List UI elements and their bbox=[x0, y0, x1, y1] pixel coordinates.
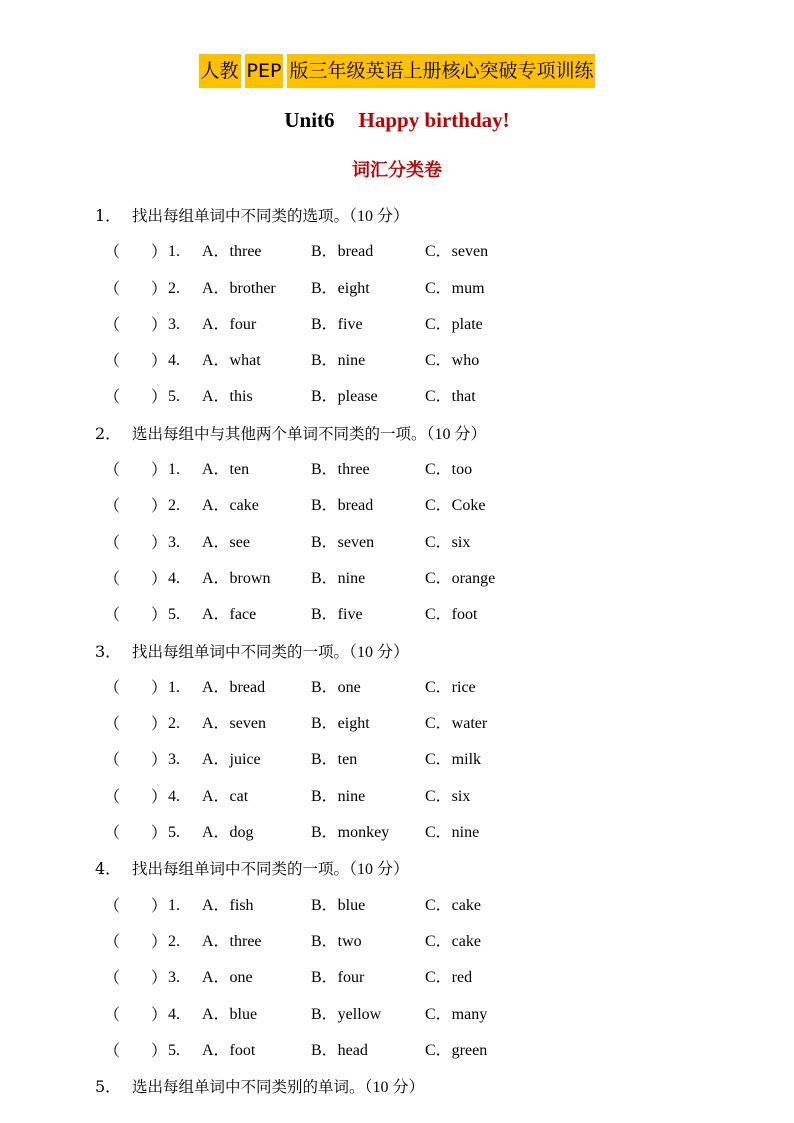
question-item bbox=[0, 924, 794, 960]
instruction-text: 选出每组单词中不同类别的单词。 bbox=[132, 1078, 365, 1097]
page-subtitle: 词汇分类卷 bbox=[352, 160, 442, 181]
answer-blank-open[interactable]: （ bbox=[104, 314, 121, 334]
option-c: C．red bbox=[425, 969, 473, 987]
answer-blank-open[interactable]: （ bbox=[104, 895, 121, 915]
answer-blank-open[interactable]: （ bbox=[104, 750, 121, 770]
answer-blank-close: ） bbox=[151, 750, 168, 770]
section-points: （10 分） bbox=[349, 208, 410, 225]
option-a: A．face bbox=[202, 606, 257, 624]
unit-title: Happy birthday! bbox=[358, 108, 510, 132]
option-b: B．nine bbox=[311, 569, 366, 587]
option-b: B．nine bbox=[311, 787, 366, 805]
option-c: C．green bbox=[425, 1041, 488, 1059]
section-number: 2． bbox=[95, 423, 122, 443]
item-number: 3. bbox=[168, 751, 180, 769]
answer-blank-close: ） bbox=[151, 532, 168, 552]
option-c: C．milk bbox=[425, 751, 482, 769]
option-c: C．rice bbox=[425, 678, 476, 696]
item-number: 1. bbox=[168, 461, 180, 479]
question-item bbox=[0, 452, 794, 488]
answer-blank-open[interactable]: （ bbox=[104, 460, 121, 480]
question-item bbox=[0, 706, 794, 742]
section-instruction bbox=[132, 851, 409, 888]
option-c: C．nine bbox=[425, 824, 480, 842]
section-number: 3． bbox=[95, 641, 122, 661]
answer-blank-open[interactable]: （ bbox=[104, 496, 121, 516]
option-a: A．one bbox=[202, 969, 253, 987]
question-item bbox=[0, 888, 794, 924]
answer-blank-close: ） bbox=[151, 931, 168, 951]
answer-blank-open[interactable]: （ bbox=[104, 823, 121, 843]
option-b: B．nine bbox=[311, 352, 366, 370]
option-b: B．bread bbox=[311, 243, 374, 261]
option-c: C．plate bbox=[425, 315, 483, 333]
answer-blank-close: ） bbox=[151, 605, 168, 625]
item-number: 4. bbox=[168, 352, 180, 370]
item-number: 5. bbox=[168, 824, 180, 842]
answer-blank-close: ） bbox=[151, 677, 168, 697]
option-a: A．what bbox=[202, 352, 261, 370]
question-section-title bbox=[0, 634, 794, 670]
answer-blank-close: ） bbox=[151, 1040, 168, 1060]
section-points: （10 分） bbox=[349, 643, 410, 661]
item-number: 1. bbox=[168, 678, 180, 696]
section-points: （10 分） bbox=[349, 861, 410, 879]
item-number: 2. bbox=[168, 279, 180, 297]
option-a: A．seven bbox=[202, 715, 266, 733]
option-b: B．four bbox=[311, 969, 365, 987]
question-item bbox=[0, 488, 794, 524]
section-instruction bbox=[132, 1069, 425, 1106]
question-item bbox=[0, 742, 794, 778]
question-item bbox=[0, 307, 794, 343]
option-b: B．five bbox=[311, 606, 363, 624]
option-c: C．cake bbox=[425, 932, 481, 950]
question-section-title bbox=[0, 1069, 794, 1105]
item-number: 2. bbox=[168, 715, 180, 733]
answer-blank-open[interactable]: （ bbox=[104, 1004, 121, 1024]
unit-number: Unit6 bbox=[284, 108, 335, 132]
question-item bbox=[0, 234, 794, 270]
option-a: A．brother bbox=[202, 279, 276, 297]
option-c: C．seven bbox=[425, 243, 489, 261]
answer-blank-close: ） bbox=[151, 387, 168, 407]
option-b: B．yellow bbox=[311, 1005, 382, 1023]
option-a: A．foot bbox=[202, 1041, 256, 1059]
document-header-banner bbox=[0, 54, 794, 88]
answer-blank-close: ） bbox=[151, 1004, 168, 1024]
item-number: 3. bbox=[168, 969, 180, 987]
answer-blank-open[interactable]: （ bbox=[104, 931, 121, 951]
option-c: C．Coke bbox=[425, 497, 486, 515]
question-item bbox=[0, 997, 794, 1033]
option-c: C．who bbox=[425, 352, 480, 370]
section-number: 4． bbox=[95, 859, 122, 879]
option-c: C．mum bbox=[425, 279, 485, 297]
item-number: 2. bbox=[168, 497, 180, 515]
answer-blank-close: ） bbox=[151, 314, 168, 334]
section-points: （10 分） bbox=[426, 425, 487, 443]
option-a: A．juice bbox=[202, 751, 261, 769]
option-b: B．three bbox=[311, 461, 370, 479]
answer-blank-close: ） bbox=[151, 714, 168, 734]
answer-blank-open[interactable]: （ bbox=[104, 278, 121, 298]
option-a: A．blue bbox=[202, 1005, 258, 1023]
question-section-title bbox=[0, 416, 794, 452]
question-item bbox=[0, 597, 794, 633]
question-item bbox=[0, 960, 794, 996]
section-points: （10 分） bbox=[364, 1079, 425, 1097]
unit-heading bbox=[0, 108, 794, 133]
option-a: A．cat bbox=[202, 787, 249, 805]
answer-blank-close: ） bbox=[151, 460, 168, 480]
question-item bbox=[0, 670, 794, 706]
section-number: 1． bbox=[95, 206, 122, 225]
answer-blank-open[interactable]: （ bbox=[104, 677, 121, 697]
item-number: 5. bbox=[168, 1041, 180, 1059]
option-a: A．three bbox=[202, 932, 262, 950]
answer-blank-close: ） bbox=[151, 496, 168, 516]
option-b: B．ten bbox=[311, 751, 358, 769]
item-number: 5. bbox=[168, 388, 180, 406]
instruction-text: 选出每组中与其他两个单词不同类的一项。 bbox=[132, 424, 427, 443]
question-item bbox=[0, 271, 794, 307]
question-item bbox=[0, 379, 794, 415]
option-b: B．monkey bbox=[311, 824, 390, 842]
answer-blank-close: ） bbox=[151, 786, 168, 806]
option-b: B．one bbox=[311, 678, 361, 696]
option-c: C．that bbox=[425, 388, 476, 406]
answer-blank-close: ） bbox=[151, 278, 168, 298]
item-number: 2. bbox=[168, 932, 180, 950]
option-b: B．head bbox=[311, 1041, 368, 1059]
item-number: 1. bbox=[168, 243, 180, 261]
option-c: C．many bbox=[425, 1005, 488, 1023]
answer-blank-open[interactable]: （ bbox=[104, 387, 121, 407]
question-item bbox=[0, 343, 794, 379]
option-c: C．too bbox=[425, 461, 473, 479]
option-b: B．eight bbox=[311, 715, 370, 733]
option-c: C．six bbox=[425, 533, 471, 551]
instruction-text: 找出每组单词中不同类的一项。 bbox=[132, 860, 350, 879]
header-title-part: 版三年级英语上册核心突破专项训练 bbox=[287, 54, 595, 88]
option-a: A．fish bbox=[202, 896, 254, 914]
question-item bbox=[0, 1033, 794, 1069]
option-c: C．foot bbox=[425, 606, 478, 624]
section-instruction bbox=[132, 416, 487, 453]
answer-blank-open[interactable]: （ bbox=[104, 568, 121, 588]
option-b: B．two bbox=[311, 932, 362, 950]
option-c: C．cake bbox=[425, 896, 481, 914]
item-number: 3. bbox=[168, 533, 180, 551]
question-list bbox=[0, 198, 794, 1105]
option-b: B．seven bbox=[311, 533, 375, 551]
answer-blank-close: ） bbox=[151, 351, 168, 371]
option-c: C．water bbox=[425, 715, 488, 733]
answer-blank-open[interactable]: （ bbox=[104, 968, 121, 988]
option-a: A．dog bbox=[202, 824, 254, 842]
option-b: B．eight bbox=[311, 279, 370, 297]
header-title-part: 人教 bbox=[199, 54, 241, 88]
option-a: A．four bbox=[202, 315, 257, 333]
option-a: A．ten bbox=[202, 461, 250, 479]
item-number: 4. bbox=[168, 569, 180, 587]
question-item bbox=[0, 815, 794, 851]
answer-blank-open[interactable]: （ bbox=[104, 351, 121, 371]
answer-blank-open[interactable]: （ bbox=[104, 714, 121, 734]
answer-blank-close: ） bbox=[151, 823, 168, 843]
question-section-title bbox=[0, 851, 794, 887]
option-a: A．cake bbox=[202, 497, 259, 515]
option-b: B．five bbox=[311, 315, 363, 333]
option-a: A．this bbox=[202, 388, 253, 406]
option-c: C．orange bbox=[425, 569, 496, 587]
item-number: 4. bbox=[168, 787, 180, 805]
question-section-title bbox=[0, 198, 794, 234]
question-item bbox=[0, 561, 794, 597]
option-c: C．six bbox=[425, 787, 471, 805]
option-a: A．three bbox=[202, 243, 262, 261]
section-instruction bbox=[132, 198, 409, 235]
section-number: 5． bbox=[95, 1077, 122, 1097]
option-b: B．bread bbox=[311, 497, 374, 515]
answer-blank-open[interactable]: （ bbox=[104, 1040, 121, 1060]
question-item bbox=[0, 525, 794, 561]
item-number: 3. bbox=[168, 315, 180, 333]
answer-blank-close: ） bbox=[151, 568, 168, 588]
option-b: B．blue bbox=[311, 896, 366, 914]
option-b: B．please bbox=[311, 388, 378, 406]
option-a: A．bread bbox=[202, 678, 266, 696]
item-number: 5. bbox=[168, 606, 180, 624]
answer-blank-open[interactable]: （ bbox=[104, 605, 121, 625]
answer-blank-close: ） bbox=[151, 968, 168, 988]
question-item bbox=[0, 779, 794, 815]
answer-blank-open[interactable]: （ bbox=[104, 786, 121, 806]
item-number: 1. bbox=[168, 896, 180, 914]
answer-blank-open[interactable]: （ bbox=[104, 242, 121, 262]
option-a: A．brown bbox=[202, 569, 271, 587]
instruction-text: 找出每组单词中不同类的一项。 bbox=[132, 642, 350, 661]
instruction-text: 找出每组单词中不同类的选项。 bbox=[132, 207, 350, 225]
answer-blank-close: ） bbox=[151, 895, 168, 915]
answer-blank-open[interactable]: （ bbox=[104, 532, 121, 552]
item-number: 4. bbox=[168, 1005, 180, 1023]
answer-blank-close: ） bbox=[151, 242, 168, 262]
header-title-part: PEP bbox=[245, 54, 284, 88]
option-a: A．see bbox=[202, 533, 250, 551]
section-instruction bbox=[132, 634, 409, 671]
